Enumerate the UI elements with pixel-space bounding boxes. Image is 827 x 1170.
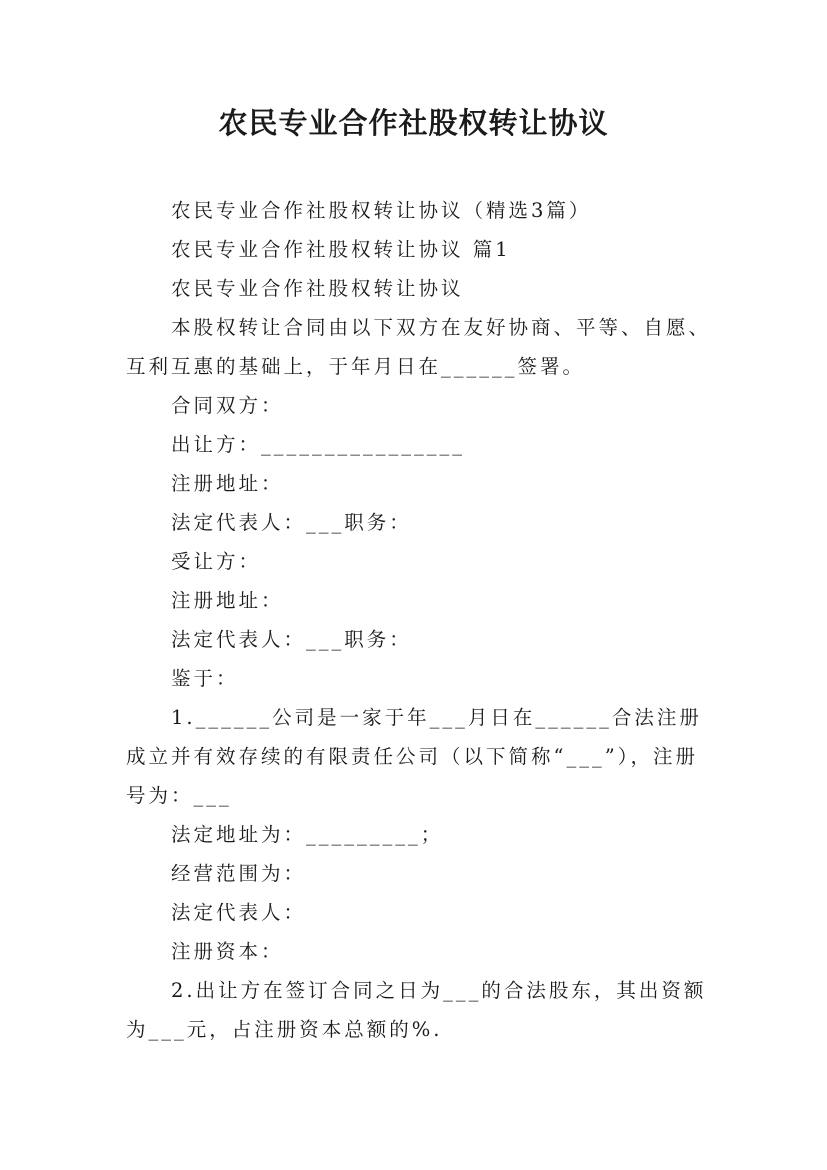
paragraph-clause-2: 2.出让方在签订合同之日为___的合法股东，其出资额为___元，占注册资本总额的%.: [126, 979, 707, 1041]
paragraph-legal-representative: 法定代表人：: [171, 901, 307, 924]
paragraph-transferee: 受让方：: [171, 550, 262, 573]
paragraph-transferor-address: 注册地址：: [171, 472, 284, 495]
document-body: [126, 191, 716, 1049]
paragraph-transferor-representative: 法定代表人：___职务：: [171, 511, 412, 534]
paragraph-preamble: 本股权转让合同由以下双方在友好协商、平等、自愿、互利互惠的基础上，于年月日在______签署。: [126, 316, 712, 378]
document-title: 农民专业合作社股权转让协议: [218, 106, 609, 140]
paragraph-business-scope: 经营范围为：: [171, 862, 307, 885]
paragraph-subtitle: 农民专业合作社股权转让协议（精选3篇）: [171, 199, 592, 222]
paragraph-transferee-representative: 法定代表人：___职务：: [171, 628, 412, 651]
paragraph-section-heading: 农民专业合作社股权转让协议 篇1: [171, 238, 511, 261]
paragraph-agreement-name: 农民专业合作社股权转让协议: [171, 277, 464, 300]
paragraph-whereas: 鉴于：: [171, 667, 239, 690]
paragraph-parties-label: 合同双方：: [171, 394, 284, 417]
paragraph-legal-address: 法定地址为：_________；: [171, 823, 444, 846]
paragraph-transferor: 出让方：________________: [171, 433, 466, 456]
paragraph-registered-capital: 注册资本：: [171, 940, 284, 963]
paragraph-clause-1: 1.______公司是一家于年___月日在______合法注册成立并有效存续的有限责任公司（以下简称“___”），注册号为：___: [126, 706, 702, 807]
paragraph-transferee-address: 注册地址：: [171, 589, 284, 612]
